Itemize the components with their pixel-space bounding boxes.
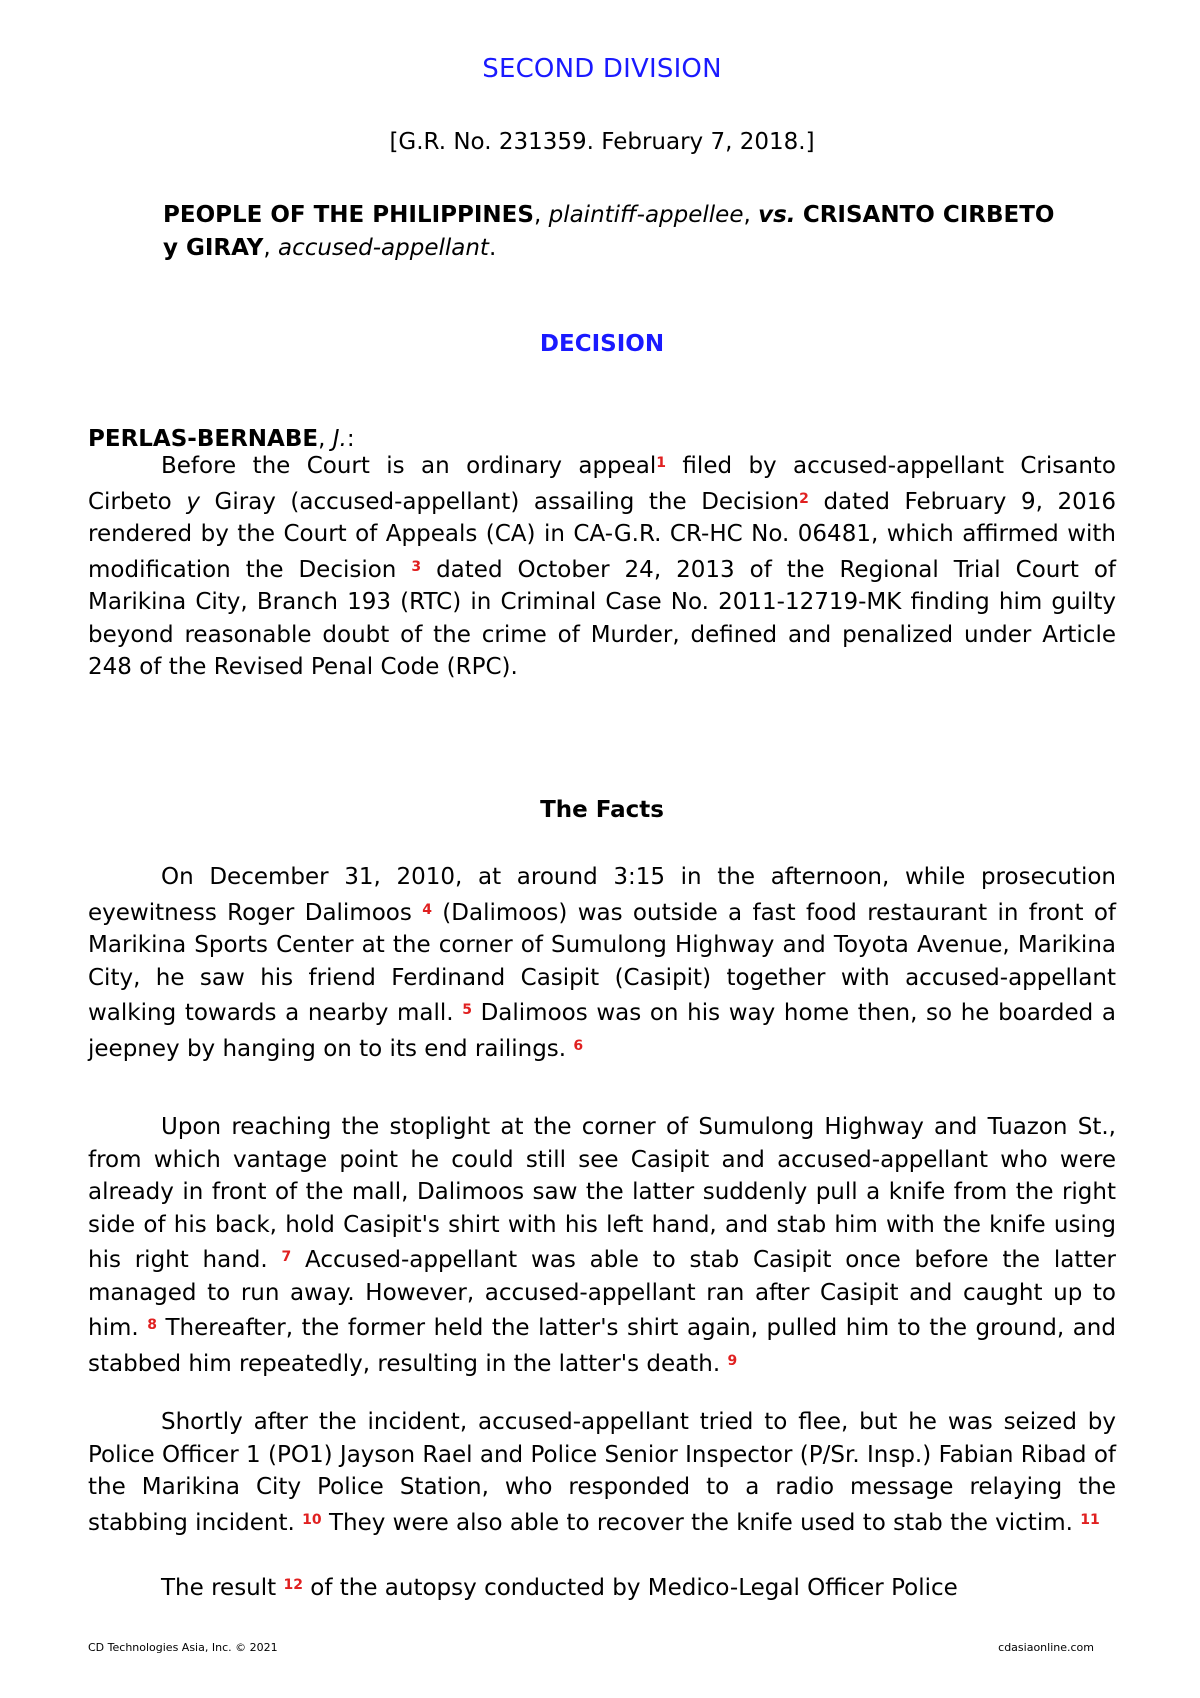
paragraph-5	[88, 1569, 1116, 1605]
versus-label: vs.	[758, 202, 796, 228]
footnote-link-2[interactable]: 2	[799, 490, 809, 507]
footnote-link-11[interactable]: 11	[1080, 1511, 1100, 1528]
paragraph-text: Thereafter, the former held the latter's shirt again, pulled him to the ground, and stabbed him repeatedly, resulting in the latter's death.	[88, 1315, 1116, 1377]
paragraph-text: They were also able to recover the knife used to stab the victim.	[321, 1509, 1081, 1536]
footnote-link-8[interactable]: 8	[147, 1317, 157, 1333]
footnote-link-7[interactable]: 7	[281, 1249, 292, 1265]
footer-website-link[interactable]: cdasiaonline.com	[998, 1641, 1094, 1654]
decision-heading: DECISION	[539, 331, 665, 357]
paragraph-text: Before the Court is an ordinary appeal	[161, 453, 657, 479]
ponente: PERLAS-BERNABE, J.:	[88, 426, 355, 452]
footer-copyright: CD Technologies Asia, Inc. © 2021	[88, 1641, 278, 1654]
footnote-link-10[interactable]: 10	[302, 1511, 322, 1528]
paragraph-text: of the autopsy conducted by Medico-Legal Officer Police	[302, 1575, 958, 1601]
division-heading: SECOND DIVISION	[482, 54, 722, 84]
case-number: [G.R. No. 231359. February 7, 2018.]	[389, 129, 815, 155]
paragraph-text: Giray (accused-appellant) assailing the Decision	[199, 488, 800, 515]
footnote-link-9[interactable]: 9	[727, 1352, 738, 1369]
paragraph-text: Upon reaching the stoplight at the corner of Sumulong Highway and Tuazon St., from which vantage point he could still see Casipit and accused-appellant who were already in front of the mall, Dalimoos saw the latter suddenly pull a knife from the right side of his back, hold Casipit's shirt with his left hand, and stab him with the knife using his right hand.	[88, 1114, 1116, 1273]
paragraph-1	[88, 447, 1116, 684]
case-parties: PEOPLE OF THE PHILIPPINES, plaintiff-appellee, vs. CRISANTO CIRBETO y GIRAY, accused-appellant.	[163, 202, 1055, 261]
ponente-name: PERLAS-BERNABE	[88, 426, 319, 452]
paragraph-3	[88, 1111, 1116, 1380]
paragraph-2	[88, 861, 1116, 1065]
footnote-link-1[interactable]: 1	[656, 455, 667, 471]
footnote-link-12[interactable]: 12	[283, 1577, 303, 1593]
plaintiff-role: plaintiff-appellee	[548, 202, 744, 228]
paragraph-text: Accused-appellant was able to stab Casipit once before the latter managed to run away. However, accused-appellant ran after Casipit and caught up to him.	[88, 1247, 1116, 1341]
ponente-title: J.	[332, 426, 347, 452]
paragraph-text: filed by accused-appellant Crisanto Cirbeto	[88, 453, 1116, 515]
paragraph-text: Shortly after the incident, accused-appellant tried to flee, but he was seized by Police Officer 1 (PO1) Jayson Rael and Police Senior Inspector (P/Sr. Insp.) Fabian Ribad of the Marikina City Police Station, who responded to a radio message relaying the stabbing incident.	[88, 1409, 1116, 1536]
paragraph-text: Dalimoos was on his way home then, so he boarded a jeepney by hanging on to its end railings.	[88, 1000, 1116, 1062]
paragraph-4	[88, 1406, 1116, 1539]
paragraph-text: The result	[161, 1575, 284, 1601]
footnote-link-6[interactable]: 6	[573, 1037, 584, 1054]
paragraph-text: (Dalimoos) was outside a fast food restaurant in front of Marikina Sports Center at the corner of Sumulong Highway and Toyota Avenue, Marikina City, he saw his friend Ferdinand Casipit (Casipit) together with accused-appellant walking towards a nearby mall.	[88, 899, 1117, 1026]
accused-role: accused-appellant	[278, 235, 489, 261]
section-heading-facts: The Facts	[540, 797, 664, 823]
plaintiff-name: PEOPLE OF THE PHILIPPINES	[163, 202, 534, 228]
footnote-link-3[interactable]: 3	[411, 558, 422, 575]
paragraph-text: dated February 9, 2016 rendered by the Court of Appeals (CA) in CA-G.R. CR-HC No. 06481, which affirmed with modification the Decision	[88, 488, 1116, 583]
paragraph-text: y	[186, 488, 200, 515]
footnote-link-4[interactable]: 4	[422, 901, 432, 918]
paragraph-text: On December 31, 2010, at around 3:15 in the afternoon, while prosecution eyewitness Roger Dalimoos	[88, 864, 1116, 926]
footnote-link-5[interactable]: 5	[462, 1002, 472, 1018]
paragraph-text: dated October 24, 2013 of the Regional Trial Court of Marikina City, Branch 193 (RTC) in Criminal Case No. 2011-12719-MK finding him guilty beyond reasonable doubt of the crime of Murder, defined and penalized under Article 248 of the Revised Penal Code (RPC).	[88, 556, 1116, 680]
accused-name: CRISANTO CIRBETO y GIRAY	[163, 202, 1055, 261]
